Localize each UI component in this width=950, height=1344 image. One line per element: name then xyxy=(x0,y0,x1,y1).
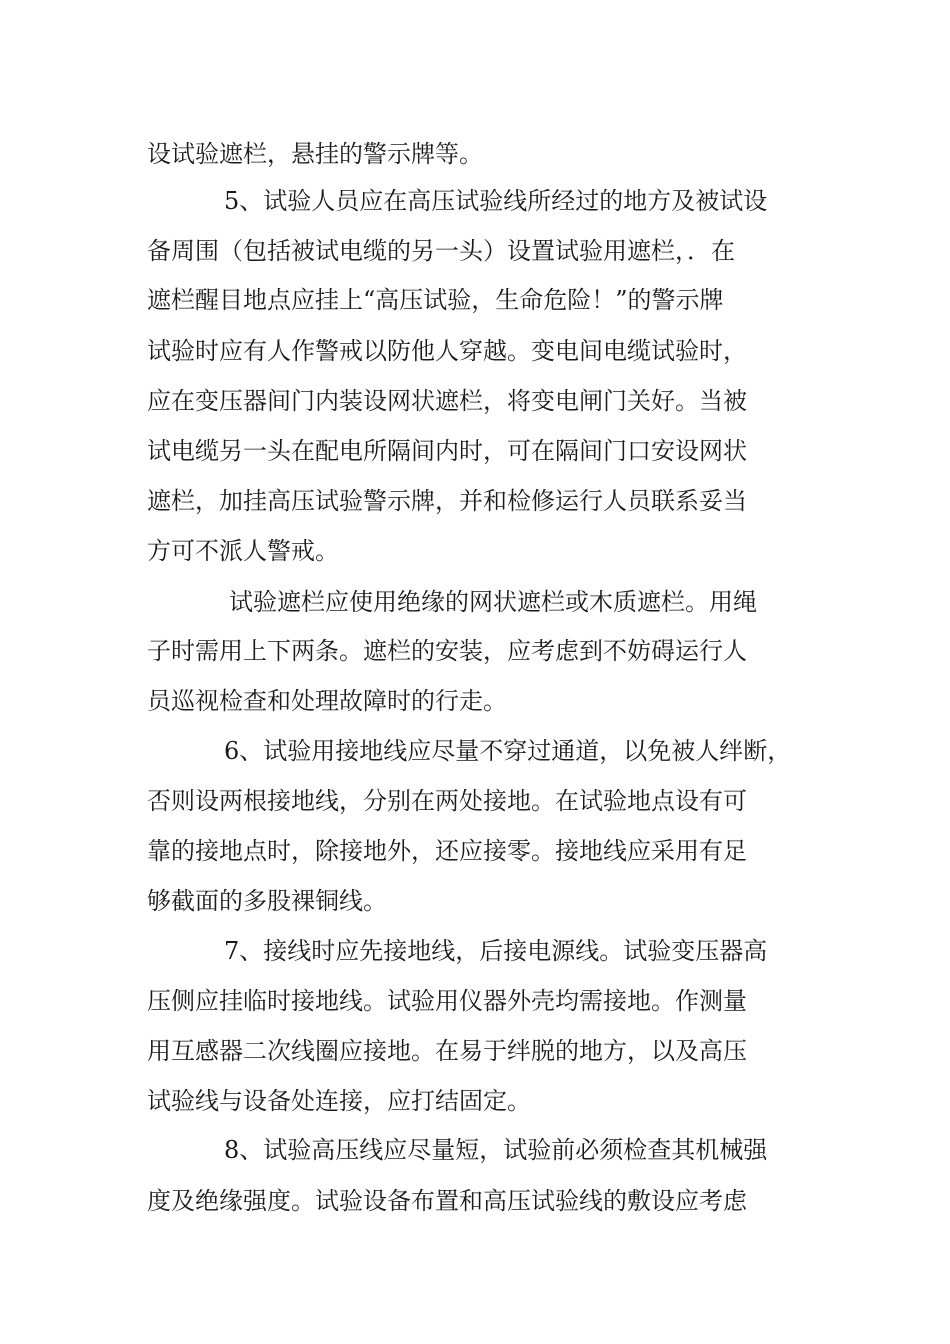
text-line: 用互感器二次线圈应接地。在易于绊脱的地方，以及高压 xyxy=(147,1037,747,1065)
barrier-paragraph-start: 试验遮栏应使用绝缘的网状遮栏或木质遮栏。用绳 xyxy=(229,588,757,616)
paragraph-6-start: 6、试验用接地线应尽量不穿过通道，以免被人绊断， xyxy=(224,737,792,765)
text-line: 员巡视检查和处理故障时的行走。 xyxy=(147,687,507,715)
text-line: 应在变压器间门内装设网状遮栏，将变电闸门关好。当被 xyxy=(147,387,747,415)
text-line: 试验时应有人作警戒以防他人穿越。变电间电缆试验时， xyxy=(147,337,747,365)
text-line: 试验线与设备处连接，应打结固定。 xyxy=(147,1087,531,1115)
text-line: 否则设两根接地线，分别在两处接地。在试验地点设有可 xyxy=(147,787,747,815)
paragraph-5-start: 5、试验人员应在高压试验线所经过的地方及被试设 xyxy=(224,187,768,215)
text-line: 子时需用上下两条。遮栏的安装，应考虑到不妨碍运行人 xyxy=(147,637,747,665)
paragraph-7-start: 7、接线时应先接地线，后接电源线。试验变压器高 xyxy=(224,937,768,965)
text-line: 度及绝缘强度。试验设备布置和高压试验线的敷设应考虑 xyxy=(147,1187,747,1215)
text-line: 遮栏，加挂高压试验警示牌，并和检修运行人员联系妥当 xyxy=(147,487,747,515)
text-line: 方可不派人警戒。 xyxy=(147,537,339,565)
text-line: 设试验遮栏，悬挂的警示牌等。 xyxy=(147,140,483,168)
text-line: 备周围（包括被试电缆的另一头）设置试验用遮栏，．在 xyxy=(147,237,735,265)
text-line: 遮栏醒目地点应挂上“高压试验，生命危险！”的警示牌 xyxy=(147,286,724,314)
text-line: 压侧应挂临时接地线。试验用仪器外壳均需接地。作测量 xyxy=(147,987,747,1015)
text-line: 试电缆另一头在配电所隔间内时，可在隔间门口安设网状 xyxy=(147,437,747,465)
text-line: 够截面的多股裸铜线。 xyxy=(147,887,387,915)
text-line: 靠的接地点时，除接地外，还应接零。接地线应采用有足 xyxy=(147,837,747,865)
paragraph-8-start: 8、试验高压线应尽量短，试验前必须检查其机械强 xyxy=(224,1136,768,1164)
